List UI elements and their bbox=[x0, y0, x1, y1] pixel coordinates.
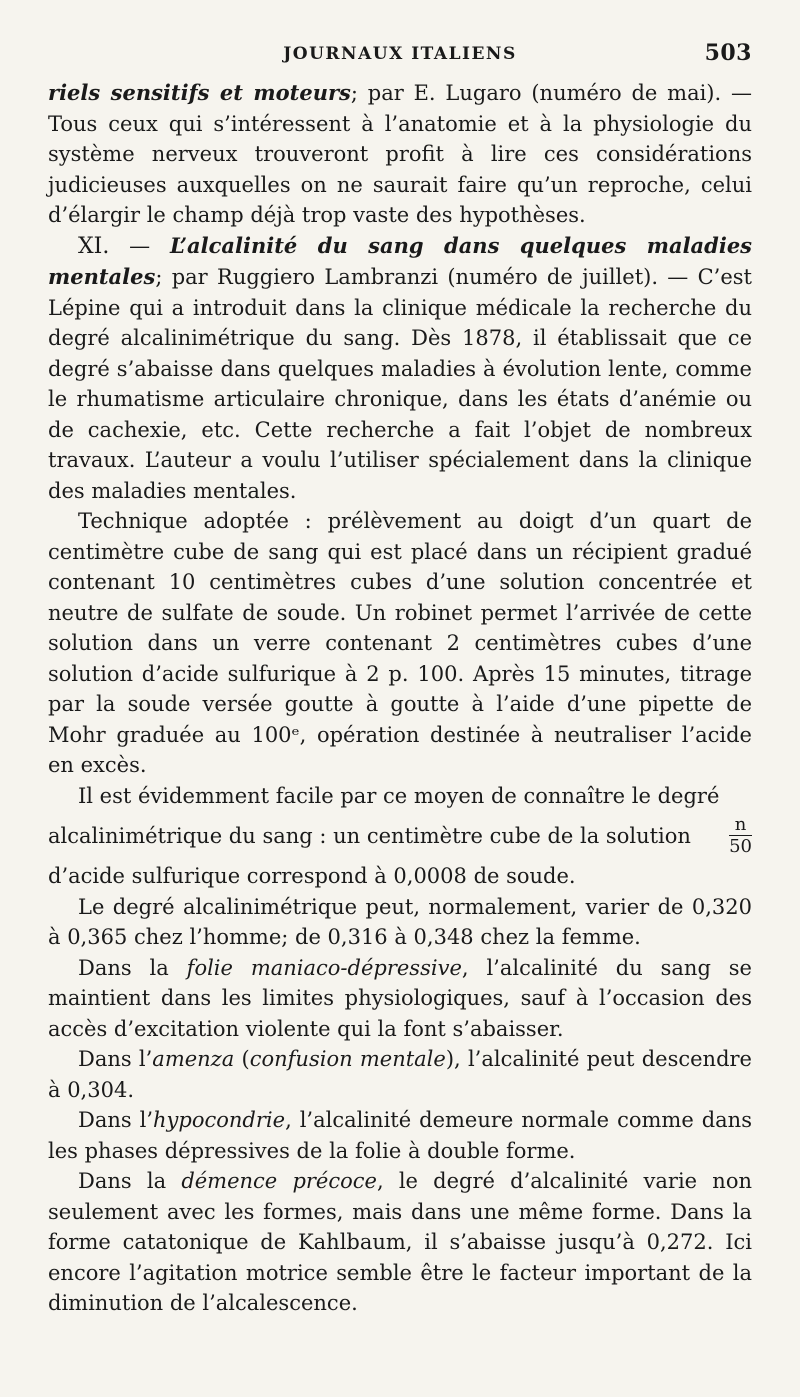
paragraph-text: ), l’alcalinité peut descendre à 0,304. bbox=[48, 1047, 752, 1102]
italic-term: confusion mentale bbox=[249, 1047, 446, 1071]
paragraph-normal-values: Le degré alcalinimétrique peut, normalement, varier de 0,320 à 0,365 chez l’homme; de 0,316 à 0,348 chez la femme. bbox=[48, 894, 752, 949]
paragraph-section-xi bbox=[48, 231, 752, 507]
paragraph-formula-end: d’acide sulfurique correspond à 0,0008 de soude. bbox=[48, 864, 576, 888]
fraction bbox=[729, 816, 752, 856]
paragraph-text: ( bbox=[234, 1047, 250, 1071]
article-title-fragment: riels sensitifs et moteurs bbox=[48, 80, 351, 105]
formula-line bbox=[48, 811, 752, 861]
formula-text: alcalinimétrique du sang : un centimètre cube de la solution bbox=[48, 823, 691, 848]
paragraph-text: , l’alcalinité demeure normale comme dans les phases dépressives de la folie à double forme. bbox=[48, 1108, 752, 1163]
page-number: 503 bbox=[704, 40, 752, 66]
paragraph-demence bbox=[48, 1166, 752, 1319]
paragraph-text: Dans la bbox=[78, 955, 187, 980]
paragraph-amenza bbox=[48, 1044, 752, 1105]
italic-term: hypocondrie bbox=[153, 1108, 286, 1132]
running-head: JOURNAUX ITALIENS bbox=[283, 44, 517, 64]
paragraph-hypocondrie bbox=[48, 1105, 752, 1166]
paragraph-text: , l’alcalinité du sang se maintient dans les limites physiologiques, sauf à l’occasion des accès d’excitation violente qui la font s’abaisser. bbox=[48, 955, 752, 1041]
paragraph-text: Dans l’ bbox=[78, 1108, 154, 1132]
section-dash: — bbox=[109, 233, 171, 258]
paragraph-text: , le degré d’alcalinité varie non seulement avec les formes, mais dans une même forme. Dans la forme catatonique de Kahlbaum, il s’abaisse jusqu’à 0,272. Ici encore l’agitation motrice semble être le facteur important de la diminution de l’alcalescence. bbox=[48, 1169, 753, 1315]
paragraph-text: Dans l’ bbox=[78, 1047, 153, 1071]
italic-term: amenza bbox=[152, 1047, 235, 1071]
article-title: L’alcalinité du sang dans quelques maladies mentales bbox=[48, 232, 752, 289]
paragraph-continuation bbox=[48, 78, 752, 231]
fraction-denominator: 50 bbox=[729, 836, 752, 857]
fraction-numerator: n bbox=[729, 816, 752, 836]
paragraph-technique: Technique adoptée : prélèvement au doigt d’un quart de centimètre cube de sang qui est placé dans un récipient gradué contenant 10 centimètres cubes d’une solution concentrée et neutre de sulfate de soude. Un robinet permet l’arrivée de cette solution dans un verre contenant 2 centimètres cubes d’une solution d’acide sulfurique à 2 p. 100. Après 15 minutes, titrage par la soude versée goutte à goutte à l’aide d’une pipette de Mohr graduée au 100ᵉ, opération destinée à neutraliser l’acide en excès. bbox=[48, 509, 752, 777]
italic-term: folie maniaco-dépressive bbox=[186, 955, 462, 980]
paragraph-text: Dans la bbox=[78, 1169, 182, 1193]
paragraph-text: ; par E. Lugaro (numéro de mai). — Tous ceux qui s’intéressent à l’anatomie et à la physiologie du système nerveux trouveront profit à lire ces considérations judicieuses auxquelles on ne saurait faire qu’un reproche, celui d’élargir le champ déjà trop vaste des hypothèses. bbox=[48, 81, 752, 227]
page-header bbox=[48, 36, 752, 76]
paragraph-folie bbox=[48, 953, 752, 1045]
section-numeral: XI. bbox=[78, 233, 110, 259]
italic-term: démence précoce bbox=[181, 1169, 377, 1193]
paragraph-formula-intro: Il est évidemment facile par ce moyen de connaître le degré bbox=[78, 783, 720, 808]
paragraph-text: ; par Ruggiero Lambranzi (numéro de juillet). — C’est Lépine qui a introduit dans la clinique médicale la recherche du degré alcalinimétrique du sang. Dès 1878, il établissait que ce degré s’abaisse dans quelques maladies à évolution lente, comme le rhumatisme articulaire chronique, dans les états d’anémie ou de cachexie, etc. Cette recherche a fait l’objet de nombreux travaux. L’auteur a voulu l’utiliser spécialement dans la clinique des maladies mentales. bbox=[48, 265, 752, 503]
body-text bbox=[48, 78, 752, 1319]
